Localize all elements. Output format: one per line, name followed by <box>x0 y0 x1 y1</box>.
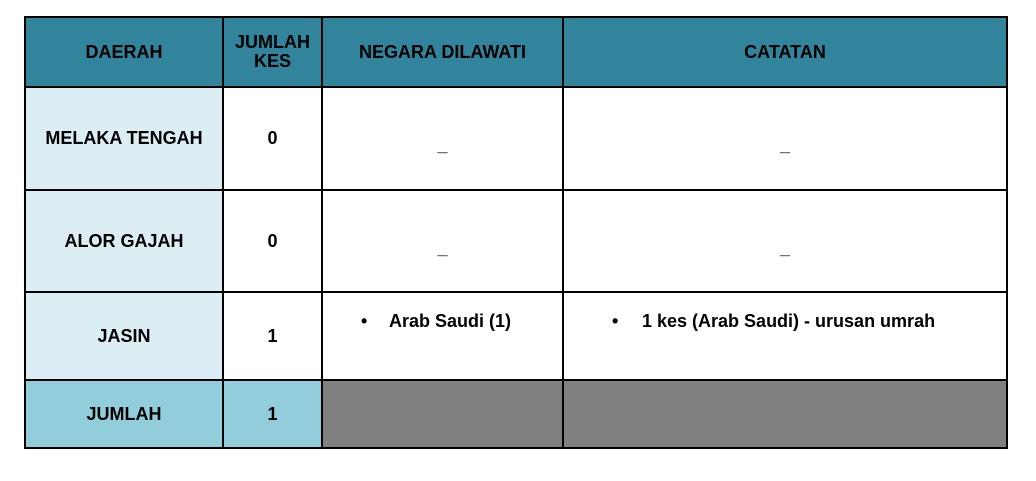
case-count-cell: 0 <box>223 87 322 190</box>
countries-cell <box>322 292 563 380</box>
district-cell: MELAKA TENGAH <box>25 87 223 190</box>
notes-list <box>564 293 1006 332</box>
case-count-cell: 0 <box>223 190 322 292</box>
empty-cell <box>322 380 563 448</box>
empty-cell <box>563 380 1007 448</box>
bullet-icon: • <box>361 311 368 331</box>
header-district: DAERAH <box>25 17 223 87</box>
case-count-cell: 1 <box>223 292 322 380</box>
district-cell: ALOR GAJAH <box>25 190 223 292</box>
total-label-cell: JUMLAH <box>25 380 223 448</box>
notes-cell <box>563 292 1007 380</box>
total-count-cell: 1 <box>223 380 322 448</box>
case-summary-sheet <box>24 16 1008 449</box>
case-summary-table <box>24 16 1008 449</box>
district-cell: JASIN <box>25 292 223 380</box>
notes-cell: _ <box>563 87 1007 190</box>
list-item: • Arab Saudi (1) <box>361 311 512 331</box>
notes-cell: _ <box>563 190 1007 292</box>
header-case-count: JUMLAH KES <box>223 17 322 87</box>
table-row <box>25 292 1007 380</box>
header-row <box>25 17 1007 87</box>
table-row <box>25 190 1007 292</box>
total-row <box>25 380 1007 448</box>
countries-cell: _ <box>322 87 563 190</box>
header-notes: CATATAN <box>563 17 1007 87</box>
table-row <box>25 87 1007 190</box>
header-countries-visited: NEGARA DILAWATI <box>322 17 563 87</box>
list-item: • 1 kes (Arab Saudi) - urusan umrah <box>612 311 936 331</box>
bullet-icon: • <box>612 311 619 331</box>
countries-list <box>323 293 562 332</box>
countries-cell: _ <box>322 190 563 292</box>
